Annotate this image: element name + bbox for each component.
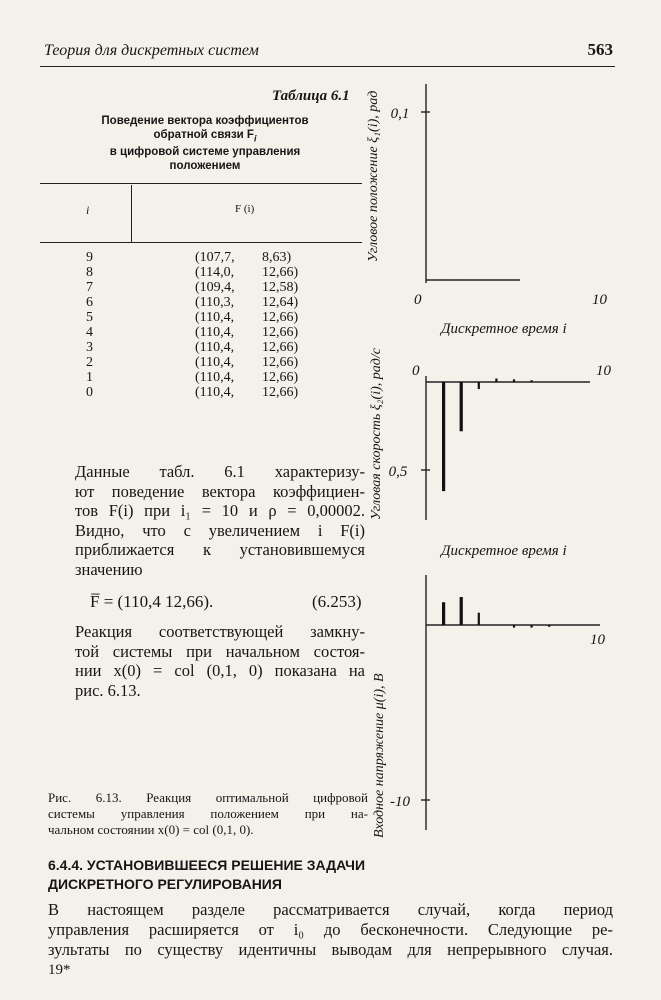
cell-i: 6	[86, 295, 93, 310]
caption-line: чальном состоянии x(0) = col (0,1, 0).	[48, 822, 254, 837]
text-line: тов F(i) при i₁ = 10 и ρ = 0,00002.	[75, 501, 365, 520]
cell-f1: (110,4,	[195, 355, 235, 370]
cell-i: 1	[86, 370, 93, 385]
cell-f2: 12,66)	[262, 325, 299, 340]
signature-mark: 19*	[48, 962, 71, 978]
cell-i: 3	[86, 340, 93, 355]
caption-line: системы управления положением при на-	[48, 806, 368, 821]
text-line: зультаты по существу идентичны выводам для непрерывного случая.	[48, 940, 613, 959]
text-line: Данные табл. 6.1 характеризу-	[75, 462, 365, 481]
x-tick-label: 10	[596, 363, 611, 379]
text-line: той системы при начальном состоя-	[75, 641, 365, 661]
cell-f1: (109,4,	[195, 280, 235, 295]
cell-f2: 12,66)	[262, 310, 299, 325]
cell-f1: (107,7,	[195, 250, 235, 265]
table-label: Таблица 6.1	[272, 88, 350, 104]
section-title-line: 6.4.4. УСТАНОВИВШЕЕСЯ РЕШЕНИЕ ЗАДАЧИ	[48, 857, 366, 873]
cell-f2: 12,58)	[262, 280, 299, 295]
cell-i: 4	[86, 325, 93, 340]
table-header-i: i	[86, 203, 90, 217]
cell-f2: 8,63)	[262, 250, 292, 265]
table-header-f: F (i)	[235, 203, 255, 215]
cell-f2: 12,64)	[262, 295, 299, 310]
text-line: рис. 6.13.	[75, 680, 141, 700]
running-title: Теория для дискретных систем	[44, 42, 259, 59]
text-line: значению	[75, 559, 143, 579]
cell-f1: (110,4,	[195, 385, 235, 400]
text-line: ют поведение вектора коэффициен-	[75, 481, 365, 501]
cell-i: 8	[86, 265, 93, 280]
x-axis-title: Дискретное время i	[441, 321, 567, 337]
y-tick-label: 0,1	[390, 106, 410, 122]
page-number: 563	[587, 40, 613, 59]
x-tick-label: 0	[412, 363, 420, 379]
cell-f2: 12,66)	[262, 265, 299, 280]
table-caption-line: обратной связи $F_i$	[153, 129, 257, 144]
x-tick-label: 0	[414, 292, 422, 308]
text-line: приближается к установившемуся	[75, 540, 365, 559]
cell-i: 2	[86, 355, 93, 370]
formula-number: (6.253)	[312, 592, 362, 611]
x-tick-label: 10	[590, 632, 605, 648]
table-caption-line: положением	[169, 160, 241, 173]
cell-f1: (114,0,	[195, 265, 235, 280]
text-line: управления расширяется от i₀ до бесконечности. Следующие ре-	[48, 920, 613, 939]
table-caption-line: в цифровой системе управления	[109, 146, 301, 159]
cell-f1: (110,4,	[195, 370, 235, 385]
caption-line: Рис. 6.13. Реакция оптимальной цифровой	[48, 790, 368, 805]
cell-i: 0	[86, 385, 93, 400]
y-axis-title: Угловое положение ξ₁(i), рад	[366, 90, 381, 262]
text-line: нии x(0) = col (0,1, 0) показана на	[75, 661, 365, 680]
cell-i: 5	[86, 310, 93, 325]
formula: F̅ = (110,4 12,66).	[90, 592, 214, 611]
table-caption-line: Поведение вектора коэффициентов	[101, 115, 309, 127]
text-line: В настоящем разделе рассматривается случай, когда период	[48, 900, 613, 919]
section-title-line: ДИСКРЕТНОГО РЕГУЛИРОВАНИЯ	[48, 876, 282, 892]
text-line: Реакция соответствующей замкну-	[75, 622, 365, 641]
cell-f1: (110,4,	[195, 325, 235, 340]
y-axis-title: Угловая скорость ξ₂(i), рад/с	[369, 348, 384, 520]
cell-f1: (110,4,	[195, 340, 235, 355]
cell-f2: 12,66)	[262, 355, 299, 370]
y-axis-title: Входное напряжение μ(i), В	[372, 673, 387, 838]
y-tick-label: -10	[390, 794, 410, 810]
x-tick-label: 10	[592, 292, 607, 308]
x-axis-title: Дискретное время i	[441, 543, 567, 559]
cell-f1: (110,4,	[195, 310, 235, 325]
y-tick-label: 0,5	[388, 464, 408, 480]
cell-f2: 12,66)	[262, 340, 299, 355]
cell-i: 9	[86, 250, 93, 265]
cell-f2: 12,66)	[262, 385, 299, 400]
cell-f1: (110,3,	[195, 295, 235, 310]
cell-f2: 12,66)	[262, 370, 299, 385]
cell-i: 7	[86, 280, 93, 295]
text-line: Видно, что с увеличением i F(i)	[75, 520, 365, 540]
